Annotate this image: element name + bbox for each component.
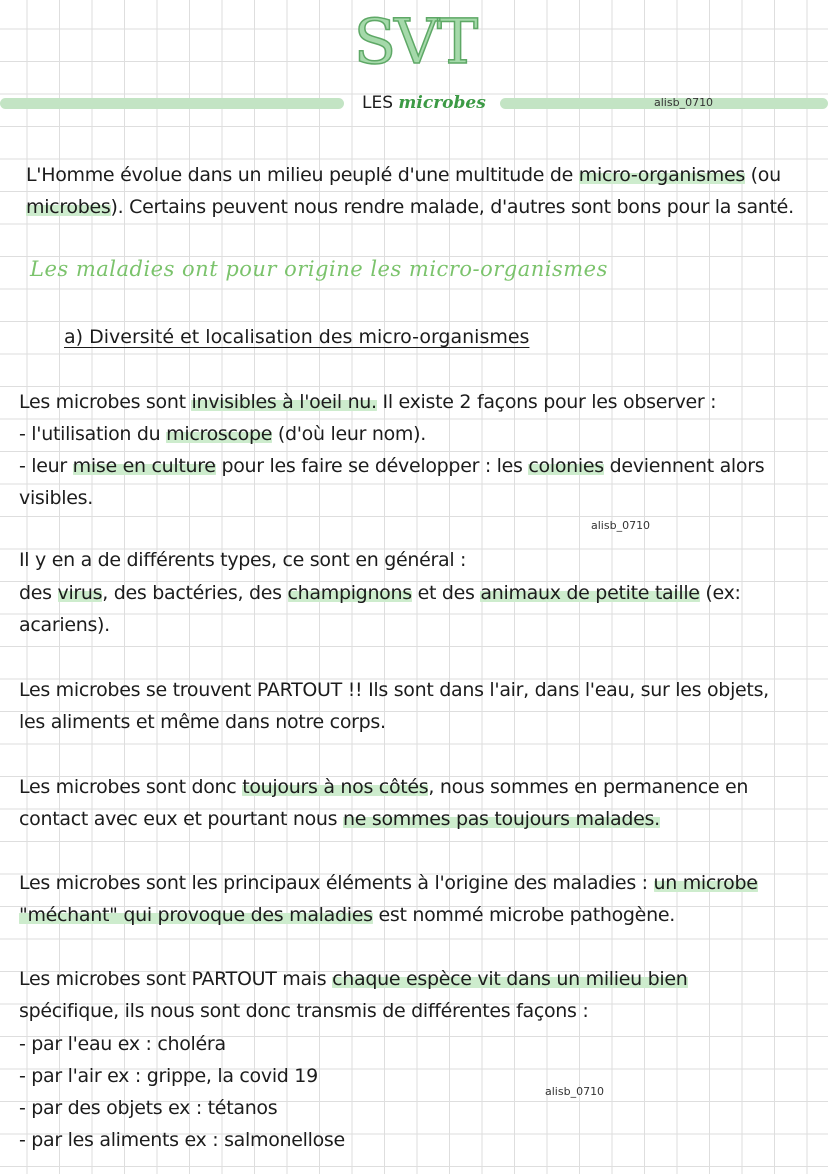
subtitle-prefix: LES (362, 93, 394, 113)
p1-line-4: visibles. (19, 487, 93, 509)
text: contact avec eux et pourtant nous (19, 808, 344, 830)
text: , nous sommes en permanence en (428, 776, 749, 798)
p6-line-1 (19, 964, 688, 994)
p6-line-2: spécifique, ils nous sont donc transmis de différentes façons : (19, 1000, 589, 1022)
page-title: SVT (353, 5, 477, 78)
text: des (19, 582, 58, 604)
p2-line-1: Il y en a de différents types, ce sont en général : (19, 549, 467, 571)
subheading: a) Diversité et localisation des micro-organismes (64, 326, 530, 348)
p3-line-1: Les microbes se trouvent PARTOUT !! Ils sont dans l'air, dans l'eau, sur les objets, (19, 679, 769, 701)
text: Les microbes sont (19, 391, 192, 413)
p6-line-4: - par l'air ex : grippe, la covid 19 (19, 1065, 318, 1087)
p1-line-1 (19, 387, 716, 417)
text: ). Certains peuvent nous rendre malade, d'autres sont bons pour la santé. (110, 196, 794, 218)
p3-line-2: les aliments et même dans notre corps. (19, 711, 386, 733)
title-bar-left (0, 98, 344, 109)
watermark: alisb_0710 (545, 1085, 605, 1098)
highlight: animaux de petite taille (480, 582, 700, 604)
text: L'Homme évolue dans un milieu peuplé d'une multitude de (26, 164, 579, 186)
text: pour les faire se développer : les (215, 455, 529, 477)
text: (ou (744, 164, 781, 186)
text: - leur (19, 455, 73, 477)
p4-line-2 (19, 804, 660, 834)
p2-line-2 (19, 578, 741, 608)
p5-line-1 (19, 868, 758, 898)
text: Les microbes sont les principaux éléments à l'origine des maladies : (19, 872, 654, 894)
text: (ex: (699, 582, 741, 604)
text: (d'où leur nom). (272, 423, 426, 445)
intro-line-1 (26, 160, 781, 190)
highlight: chaque espèce vit dans un milieu bien (332, 968, 688, 990)
highlight: microbes (26, 196, 111, 218)
p2-line-3: acariens). (19, 614, 110, 636)
highlight: virus (57, 582, 103, 604)
highlight: champignons (287, 582, 412, 604)
text: est nommé microbe pathogène. (372, 904, 675, 926)
text: Il existe 2 façons pour les observer : (376, 391, 717, 413)
p1-line-3 (19, 451, 764, 481)
highlight: "méchant" qui provoque des maladies (19, 904, 373, 926)
p6-line-5: - par des objets ex : tétanos (19, 1097, 278, 1119)
watermark: alisb_0710 (654, 96, 714, 109)
p5-line-2 (19, 900, 675, 930)
text: , des bactéries, des (102, 582, 288, 604)
p1-line-2 (19, 419, 426, 449)
text: Les microbes sont donc (19, 776, 243, 798)
p6-line-3: - par l'eau ex : choléra (19, 1033, 226, 1055)
highlight: mise en culture (72, 455, 216, 477)
highlight: un microbe (653, 872, 758, 894)
text: - l'utilisation du (19, 423, 167, 445)
text: Les microbes sont PARTOUT mais (19, 968, 333, 990)
intro-line-2 (26, 192, 794, 222)
highlight: ne sommes pas toujours malades. (343, 808, 660, 830)
p4-line-1 (19, 772, 748, 802)
text: deviennent alors (603, 455, 765, 477)
subtitle-script: microbes (398, 93, 486, 113)
highlight: micro-organismes (578, 164, 745, 186)
subtitle (362, 89, 486, 117)
highlight: colonies (528, 455, 604, 477)
highlight: invisibles à l'oeil nu. (191, 391, 377, 413)
text: et des (411, 582, 481, 604)
highlight: microscope (166, 423, 273, 445)
highlight: toujours à nos côtés (242, 776, 429, 798)
p6-line-6: - par les aliments ex : salmonellose (19, 1129, 345, 1151)
section-title: Les maladies ont pour origine les micro-organismes (30, 257, 608, 281)
watermark: alisb_0710 (591, 519, 651, 532)
